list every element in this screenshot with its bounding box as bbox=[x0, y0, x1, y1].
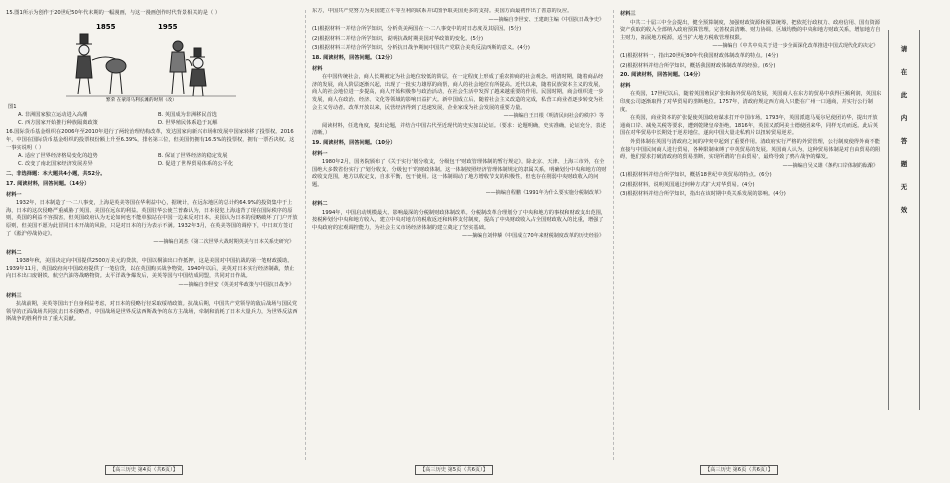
cartoon-figure bbox=[66, 20, 236, 102]
option: D. 促进了世界贸易体系的公平化 bbox=[158, 160, 234, 167]
cartoon-year-left: 1855 bbox=[96, 22, 116, 31]
sub-question: (1)根据材料一并结合所学知识，分析英美两国在一·二八事变中的对日态度及其原因。(5分) bbox=[312, 26, 522, 33]
page-4-column bbox=[6, 8, 298, 460]
material-text: 1932年，日本制造了一·二八事变，上海是英美等国在华利益中心，据统计，在远东地区的总计约64.9%的投资集中于上海，日本的这次侵略严重威胁了英国、美国在远东的利益。英国驻华公使兰普森认为，日本侵犯上海违背了现在国际秩序的原则，英国的利益不容损害，但英国政府认为无论如何也不能单独站在中国一边来反对日本。美国认为日本的侵略破坏了门户开放原则，但美国不愿为此冒同日本开战的风险，只是对日本的行为表示不满。1932年3月，在英美等国的调停下，中日双方签订了《淞沪停战协定》。 bbox=[6, 200, 298, 237]
material-label: 材料 bbox=[312, 65, 323, 72]
side-tab-char: 此 bbox=[900, 91, 908, 99]
question-18: 18. 阅读材料，回答问题。（12分） bbox=[312, 54, 396, 61]
side-tab-char: 内 bbox=[900, 114, 908, 122]
question-20: 20. 阅读材料，回答问题。（14分） bbox=[620, 72, 704, 79]
side-tab-char: 题 bbox=[900, 160, 908, 168]
material-text: 在中国传统社会，商人长期被定为社会地位较低的阶层，在一定程度上形成了重农抑商的社会观念。明清时期，随着商品经济的发展，商人阶层逐渐兴起，出现了一批实力雄厚的商帮，商人的社会地位有所提高。近代以来，随着民族资本主义的发展，商人的社会地位进一步提高，商人开始积极参与政治活动，在社会生活中发挥了越来越重要的作用。民国时期，商会组织进一步发展，商人在政治、经济、文化等领域的影响日益扩大。新中国成立后，随着社会主义改造的完成，私营工商业者逐步转变为社会主义劳动者。改革开放以来，民营经济得到了迅速发展，企业家成为社会发展的重要力量。 bbox=[312, 74, 604, 111]
sub-question: (2)根据材料二并结合所学知识，说明抗战时期美国对华政策的变化。(5分) bbox=[312, 35, 484, 42]
material-text: 抗战前期，美英等国出于自身利益考虑，对日本的侵略行径采取绥靖政策。抗战后期，中国共产党领导的敌后战场与国民党领导的正面战场共同抗击日本侵略者，中国战场是世界反法西斯战争的东方主战场，牵制和消耗了日本大量兵力，为世界反法西斯战争的胜利作出了重大贡献。 bbox=[6, 301, 298, 323]
material-text: 在英国，17世纪以后，随着英国殖民扩张和海外贸易的发展，英国商人在东方的贸易中获得巨额利润，英国东印度公司逐渐取得了对华贸易的垄断地位。1757年，清政府规定西方商人只能在广州一口通商，并实行公行制度。 bbox=[620, 91, 882, 113]
option: D. 世界殖民体系趋于瓦解 bbox=[158, 119, 218, 126]
option: C. 改变了南北国家经济发展差异 bbox=[18, 160, 93, 167]
material-text: 外贸体制在英国与清政府之间的冲突中起到了重要作用。清政府实行严格的外贸管理，公行制度使得外商不能直接与中国民间商人进行贸易，各种限制束缚了中英贸易的发展。英国商人认为，这种贸易体制是对自由贸易的阻碍，他们要求打破清政府的贸易垄断，实现所谓的'自由贸易'，最终导致了鸦片战争的爆发。 bbox=[620, 138, 881, 161]
side-warning-tab bbox=[888, 30, 920, 410]
material-source: ——摘编自刘仲藜《中国成立70年来财税制度改革的历史经验》 bbox=[462, 233, 604, 240]
option: A. 适应了世界经济格局变化的趋势 bbox=[18, 153, 98, 160]
sub-question: (3)根据材料三并结合所学知识，分析抗日战争期间中国共产党联合美英反法西斯的意义。(4分) bbox=[312, 45, 530, 52]
question-17: 17. 阅读材料，回答问题。（14分） bbox=[6, 180, 90, 187]
sub-question: (1)根据材料并结合所学知识，概括18世纪中英贸易的特点。(6分) bbox=[620, 172, 772, 179]
material-source: ——摘编自李世安《英美对华政策与中国抗日战争》 bbox=[178, 282, 294, 289]
material-source: ——摘编自李世安、王建朗主编《中国抗日战争史》 bbox=[488, 16, 604, 23]
material-text: 1938年秋，美国决定向中国提供2500万美元的贷款，中国以桐油出口作抵押，这是美国对中国抗战的第一笔财政援助。1939年11月，英国政府向中国政府提供了一笔信贷，以在英国购买战争物资。1940年以后，美英对日本实行经济制裁，禁止向日本出口废钢铁、航空汽油等战略物资。太平洋战争爆发后，美英等国与中国结成同盟，共同对日作战。 bbox=[6, 258, 295, 280]
cartoon-caption: 繁荣 在蒙哥马利长滩的时刻（改） bbox=[106, 97, 177, 102]
cartoon-right-figure bbox=[170, 41, 206, 96]
option: A. 非洲国家独立运动进入高潮 bbox=[18, 112, 88, 119]
material-text: 1994年，中国启动规模最大、影响最深的分税制财政体制改革。分税制改革合理划分了中央和地方的事权和财政支出范围，按税种划分中央和地方收入，建立中央对地方的税收返还和转移支付制度，提高了中央财政收入占全国财政收入的比重，增强了中央政府的宏观调控能力，为社会主义市场经济体制的建立奠定了坚实基础。 bbox=[312, 209, 607, 231]
material-text: 东方，中国共产党努力为美国建立平等互利的联系并试图争取美国更多的支持。美国方面最初作出了善意的反应。 bbox=[312, 8, 573, 14]
side-tab-char: 无 bbox=[900, 183, 908, 191]
material-source: ——摘编自王日根《明清民间社会的秩序》等 bbox=[503, 113, 604, 120]
side-tab-char: 效 bbox=[900, 206, 908, 214]
question-16: 16.国际货币基金组织在2006年至2010年进行了两轮治理结构改革，发达国家向新兴市场和发展中国家转移了投票权。2016年，中国在国际货币基金组织的投票权份额上升至6.39%，排名第三位，但美国仍拥有16.5%的投票权，拥有一票否决权。这一事实说明（ ） bbox=[6, 129, 295, 151]
material-text: 中共二十届三中全会提出，健全预算制度，加强财政资源和预算统筹，把依托行政权力、政府信用、国有资源资产获取的收入全部纳入政府预算管理。完善权责清晰、财力协调、区域均衡的中央和地方财政关系，增加地方自主财力，拓展地方税源，适当扩大地方税收管理权限。 bbox=[620, 19, 881, 41]
page-footer: 【高三历史 第5页（共6页）】 bbox=[415, 465, 493, 475]
question-18-task: 阅读材料，任选角度，提出论题，并结合中国古代至近现代的史实加以论证。（要求：论题明确，史实准确，论证充分，表述清晰。） bbox=[312, 122, 606, 137]
sub-question: (1)根据材料一，指出20世纪80年代我国财政体制改革的特点。(4分) bbox=[620, 52, 779, 59]
material-label: 材料二 bbox=[312, 201, 328, 208]
material-label: 材料三 bbox=[620, 11, 636, 17]
page-6-column bbox=[620, 8, 882, 460]
sub-question: (3)根据材料并结合所学知识，指出在该时期中英关系发展的影响。(4分) bbox=[620, 191, 786, 198]
material-label: 材料三 bbox=[6, 292, 22, 299]
page-footer: 【高三历史 第6页（共6页）】 bbox=[700, 465, 778, 475]
side-tab-char: 在 bbox=[900, 68, 908, 76]
side-tab-char: 答 bbox=[900, 137, 908, 145]
cartoon-drawing bbox=[66, 20, 236, 102]
figure-label: 图1 bbox=[8, 103, 17, 110]
option: B. 英国成为非洲移民首选 bbox=[158, 112, 217, 119]
column-divider bbox=[305, 10, 306, 460]
page-footer: 【高三历史 第4页（共6页）】 bbox=[105, 465, 183, 475]
option: C. 西方国家开始推行种族隔离政策 bbox=[18, 119, 98, 126]
material-label: 材料 bbox=[620, 82, 631, 89]
material-source: ——摘编自刘杰《第二次世界大战时期英美与日本关系史研究》 bbox=[153, 239, 294, 246]
material-source: ——摘编自程鹏《1991年为什么要实施分税制改革》 bbox=[485, 190, 604, 197]
material-source: ——摘编自《中共中央关于进一步全面深化改革推进中国式现代化的决定》 bbox=[712, 43, 878, 50]
side-tab-char: 请 bbox=[900, 45, 908, 53]
sub-question: (2)根据材料并结合所学知识，概括我国财政体制改革的经验。(6分) bbox=[620, 62, 776, 69]
cartoon-left-figure bbox=[76, 34, 126, 94]
question-15-options bbox=[18, 112, 298, 127]
material-label: 材料二 bbox=[6, 249, 22, 256]
material-text: 在英国，商业资本的扩张促使英国政府谋求打开中国市场。1793年，英国派遣马戛尔尼使团访华，提出开放通商口岸、减免关税等要求，遭到乾隆皇帝拒绝。1816年，英国又派阿美士德使团来华，同样无功而返。此后英国在对华贸易中长期处于逆差地位，遂向中国大量走私鸦片以扭转贸易逆差。 bbox=[620, 115, 879, 137]
material-text: 1980年2月，国务院颁布了《关于实行'划分收支，分级包干'财政管理体制的暂行规定》，除北京、天津、上海三市外，在全国绝大多数省份实行了'划分收支、分级包干'的财政体制。这一体制按照经济管理体制规定的隶属关系，明确划分中央和地方的财政收支范围，地方以收定支，自求平衡，包干使用。这一体制调动了地方增收节支的积极性，但也存在削弱中央财政收入的问题。 bbox=[312, 159, 607, 188]
material-label: 材料一 bbox=[312, 150, 328, 157]
column-divider bbox=[613, 10, 614, 460]
section-heading: 二、非选择题：本大题共4小题，共52分。 bbox=[6, 171, 106, 178]
question-19: 19. 阅读材料，回答问题。（10分） bbox=[312, 139, 396, 146]
page-5-column bbox=[312, 8, 608, 460]
material-source: ——摘编自吴义雄《条约口岸体制的酝酿》 bbox=[782, 162, 878, 169]
cartoon-year-right: 1955 bbox=[158, 22, 178, 31]
option: B. 保证了世界经济的稳定发展 bbox=[158, 153, 228, 160]
question-15: 15.图1所示为创作于20世纪50年代末期的一幅漫画，与这一漫画创作时代背景相关的是（ ） bbox=[6, 10, 221, 16]
material-label: 材料一 bbox=[6, 191, 22, 198]
sub-question: (2)根据材料，说明英国通过何种方式扩大对华贸易。(4分) bbox=[620, 181, 755, 188]
question-16-options bbox=[18, 153, 298, 168]
